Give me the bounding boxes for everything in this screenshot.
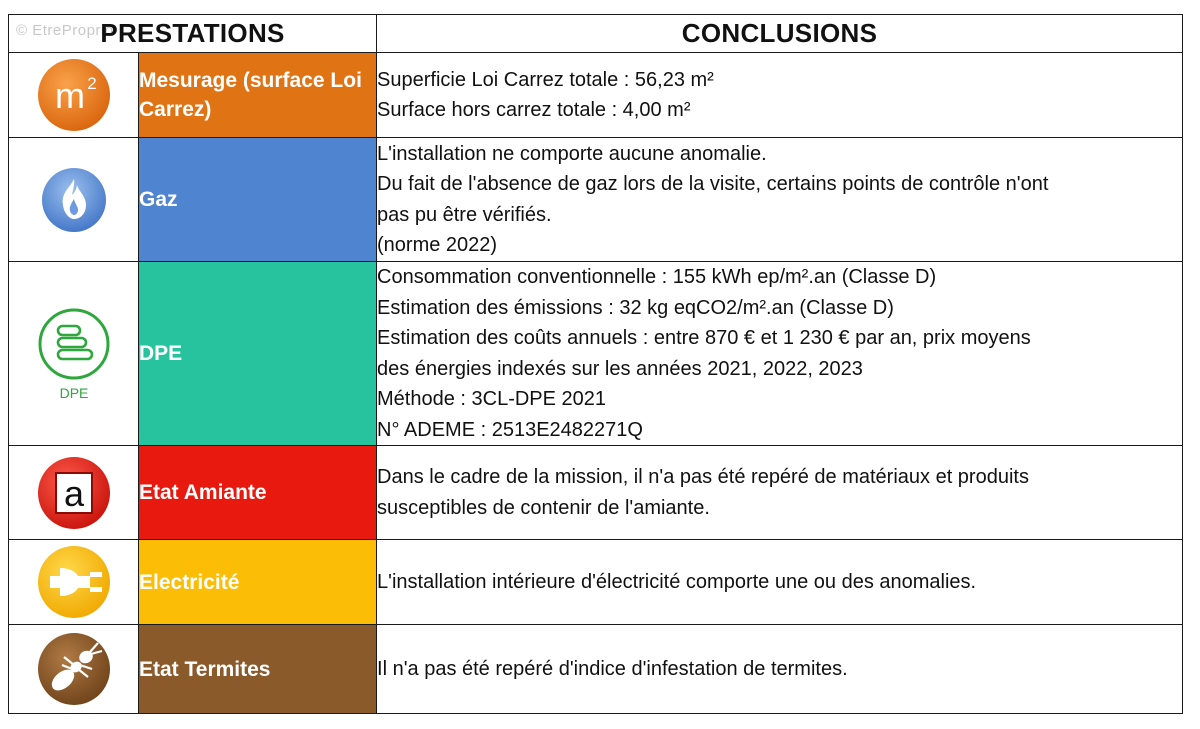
conclusion-mesurage (377, 53, 1183, 138)
conclusion-line: Consommation conventionnelle : 155 kWh ep/m².an (Classe D) (377, 266, 937, 288)
icon-cell (9, 446, 139, 540)
icon-cell (9, 53, 139, 138)
conclusion-line: Estimation des coûts annuels : entre 870 € et 1 230 € par an, prix moyens (377, 327, 1031, 349)
conclusion-line: Du fait de l'absence de gaz lors de la visite, certains points de contrôle n'ont (377, 173, 1049, 195)
prestation-label-termites: Etat Termites (139, 625, 377, 714)
prestation-label-mesurage: Mesurage (surface Loi Carrez) (139, 53, 377, 138)
table-row (9, 625, 1183, 714)
table-row (9, 53, 1183, 138)
conclusion-line: L'installation intérieure d'électricité comporte une ou des anomalies. (377, 570, 977, 593)
dpe-icon-text: DPE (59, 384, 88, 401)
prestation-label-gaz: Gaz (139, 138, 377, 262)
conclusion-line: pas pu être vérifiés. (377, 203, 552, 226)
electric-plug-icon (9, 542, 138, 622)
conclusion-dpe (377, 262, 1183, 446)
icon-cell (9, 625, 139, 714)
prestation-label-electricite: Electricité (139, 540, 377, 625)
conclusion-line: susceptibles de contenir de l'amiante. (377, 496, 710, 519)
conclusion-line: Il n'a pas été repéré d'indice d'infestation de termites. (377, 657, 848, 680)
conclusion-electricite (377, 540, 1183, 625)
header-prestations: PRESTATIONS (9, 15, 377, 53)
watermark: © EtreProprio (16, 22, 114, 39)
conclusion-line: Surface hors carrez totale : 4,00 m² (377, 99, 691, 121)
table-row (9, 540, 1183, 625)
asbestos-icon (9, 453, 138, 533)
table-row (9, 446, 1183, 540)
conclusion-line: des énergies indexés sur les années 2021, 2022, 2023 (377, 357, 863, 380)
gas-flame-icon (9, 165, 138, 235)
m2-icon-text: m (54, 75, 85, 116)
termite-icon (9, 629, 138, 709)
prestation-label-dpe: DPE (139, 262, 377, 446)
conclusion-line: N° ADEME : 2513E2482271Q (377, 418, 643, 441)
conclusion-line: Méthode : 3CL-DPE 2021 (377, 388, 607, 410)
prestation-label-amiante: Etat Amiante (139, 446, 377, 540)
dpe-icon (9, 306, 138, 402)
icon-cell (9, 262, 139, 446)
conclusion-line: Superficie Loi Carrez totale : 56,23 m² (377, 68, 714, 91)
asbestos-icon-text: a (63, 472, 84, 514)
conclusion-line: L'installation ne comporte aucune anomalie. (377, 142, 767, 165)
header-conclusions: CONCLUSIONS (377, 15, 1183, 53)
conclusion-amiante (377, 446, 1183, 540)
table-row (9, 138, 1183, 262)
conclusion-line: Dans le cadre de la mission, il n'a pas été repéré de matériaux et produits (377, 466, 1029, 488)
table-header-row (9, 15, 1183, 53)
conclusion-gaz (377, 138, 1183, 262)
conclusion-line: (norme 2022) (377, 234, 498, 256)
icon-cell (9, 540, 139, 625)
diagnostics-table (8, 14, 1183, 714)
table-row (9, 262, 1183, 446)
conclusion-line: Estimation des émissions : 32 kg eqCO2/m².an (Classe D) (377, 296, 894, 319)
icon-cell (9, 138, 139, 262)
m2-icon-sup: 2 (86, 74, 97, 93)
m2-icon (9, 55, 138, 135)
conclusion-termites (377, 625, 1183, 714)
